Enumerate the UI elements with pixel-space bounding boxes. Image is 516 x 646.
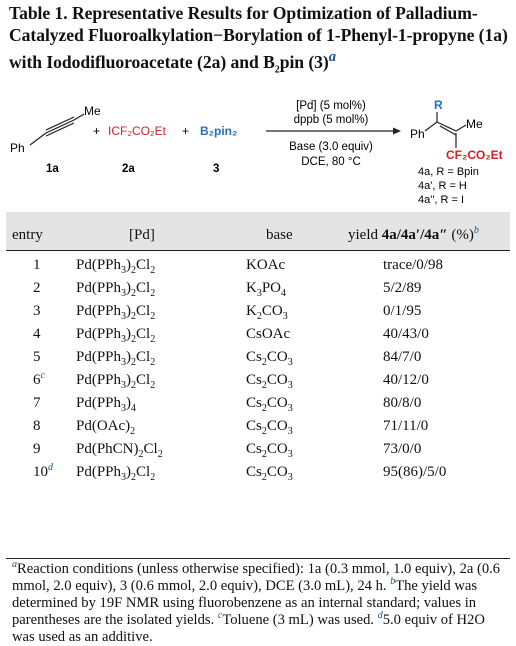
header-pd: [Pd] (129, 227, 155, 243)
cell-entry: 10$^d$ (33, 461, 53, 480)
cell-yield: 5/2/89 (383, 279, 422, 296)
cell-catalyst: $Pd(PhCN)_2Cl_2$ (76, 440, 163, 460)
cell-entry: 5 (33, 348, 41, 365)
condition-base: Base (3.0 equiv) (289, 141, 373, 153)
condition-catalyst: [Pd] (5 mol%) (296, 100, 366, 112)
footnote-mark: d (377, 610, 383, 622)
cell-yield: 0/1/95 (383, 302, 422, 319)
cell-catalyst: $Pd(PPh_3)_2Cl_2$ (76, 325, 156, 345)
entry-footnote-ref: d (48, 461, 53, 473)
table-title: Table 1. Representative Results for Optimization of Palladium-Catalyzed Fluoroalkylation−Borylation of 1-Phenyl-1-propyne (1a) with Iododifluoroacetate (2a) and $B_2pin$ (3)$^a$ (9, 3, 508, 76)
cell-base: $K_3PO_4$ (246, 279, 287, 299)
cell-catalyst: $Pd(PPh_3)_4$ (76, 394, 137, 414)
product-ph-label: Ph (410, 127, 425, 141)
cell-entry: 8 (33, 417, 41, 434)
table-row (0, 463, 516, 486)
cell-base: $Cs_2CO_3$ (246, 440, 293, 460)
reaction-scheme (0, 98, 516, 210)
product-label-4a-double-prime: 4a'', R = I (418, 194, 465, 206)
cell-base: KOAc (246, 256, 286, 273)
footnote-mark: b (390, 576, 396, 588)
product-me-label: Me (466, 117, 483, 131)
header-base: base (266, 227, 293, 243)
cell-catalyst: $Pd(OAc)_2$ (76, 417, 136, 437)
header-yield: yield 4a/4a′/4a″ (%)$^b$ (348, 225, 479, 243)
table-row (0, 348, 516, 371)
table-row (0, 417, 516, 440)
cell-entry: 6$^c$ (33, 369, 45, 388)
reagent-2a: ICF₂CO₂Et (108, 124, 166, 138)
cell-entry: 4 (33, 325, 41, 342)
arrow-head-icon (393, 128, 401, 135)
footnote-text: Toluene (3 mL) was used. (222, 612, 378, 628)
cell-catalyst: $Pd(PPh_3)_2Cl_2$ (76, 256, 156, 276)
compound-1a-label: 1a (46, 163, 59, 175)
cell-base: CsOAc (246, 325, 291, 342)
cell-yield: 40/12/0 (383, 371, 429, 388)
cell-yield: 40/43/0 (383, 325, 429, 342)
cell-yield: trace/0/98 (383, 256, 443, 273)
header-entry: entry (12, 227, 43, 243)
entry-footnote-ref: c (40, 369, 45, 381)
cell-entry: 3 (33, 302, 41, 319)
cell-catalyst: $Pd(PPh_3)_2Cl_2$ (76, 463, 156, 483)
footnote-text: Reaction conditions (unless otherwise specified): 1a (0.3 mmol, 1.0 equiv), 2a (0.6 mmol, 2.0 equiv), 3 (0.6 mmol, 2.0 equiv), DCE (3.0 mL), 24 h. (12, 561, 501, 594)
table-row (0, 256, 516, 279)
table-row (0, 325, 516, 348)
table-row (0, 394, 516, 417)
cell-yield: 84/7/0 (383, 348, 422, 365)
table-row (0, 371, 516, 394)
cell-entry: 7 (33, 394, 41, 411)
cell-base: $Cs_2CO_3$ (246, 417, 293, 437)
cell-entry: 2 (33, 279, 41, 296)
footnote-mark: a (12, 559, 17, 571)
title-footnote-ref: a (328, 49, 337, 65)
cell-base: $K_2CO_3$ (246, 302, 288, 322)
plus-sign-1: + (93, 124, 101, 138)
compound-3-label: 3 (213, 163, 220, 175)
cell-entry: 1 (33, 256, 41, 273)
cell-catalyst: $Pd(PPh_3)_2Cl_2$ (76, 279, 156, 299)
cell-yield: 73/0/0 (383, 440, 422, 457)
header-rule (6, 250, 510, 251)
bottom-rule (6, 558, 510, 559)
footnote-text: The yield was determined by 19F NMR using fluorobenzene as an internal standard; values in parentheses are the isolated yields. (12, 578, 478, 628)
plus-sign-2: + (182, 124, 190, 138)
table-row (0, 440, 516, 463)
footnote-mark: c (217, 610, 223, 622)
product-r-label: R (434, 98, 443, 112)
condition-ligand: dppb (5 mol%) (293, 114, 369, 126)
cell-base: $Cs_2CO_3$ (246, 348, 293, 368)
cell-base: $Cs_2CO_3$ (246, 371, 293, 391)
cell-base: $Cs_2CO_3$ (246, 463, 293, 483)
table-footnotes (12, 561, 508, 646)
compound-2a-label: 2a (122, 163, 135, 175)
footnote-text: 5.0 equiv of H2O was used as an additive. (12, 612, 485, 645)
product-label-4a: 4a, R = Bpin (418, 166, 479, 178)
product-label-4a-prime: 4a', R = H (418, 180, 467, 192)
cell-yield: 71/11/0 (383, 417, 429, 434)
cell-catalyst: $Pd(PPh_3)_2Cl_2$ (76, 302, 156, 322)
cell-catalyst: $Pd(PPh_3)_2Cl_2$ (76, 371, 156, 391)
reagent-3: B₂pin₂ (200, 124, 238, 138)
alkyne-me-label: Me (84, 104, 101, 118)
table-row (0, 279, 516, 302)
cell-entry: 9 (33, 440, 41, 457)
condition-solvent-temp: DCE, 80 °C (301, 156, 361, 168)
cell-yield: 80/8/0 (383, 394, 422, 411)
table-row (0, 302, 516, 325)
cell-yield: 95(86)/5/0 (383, 463, 447, 480)
product-cf2-label: CF₂CO₂Et (446, 148, 503, 162)
cell-base: $Cs_2CO_3$ (246, 394, 293, 414)
cell-catalyst: $Pd(PPh_3)_2Cl_2$ (76, 348, 156, 368)
alkyne-ph-label: Ph (10, 141, 25, 155)
